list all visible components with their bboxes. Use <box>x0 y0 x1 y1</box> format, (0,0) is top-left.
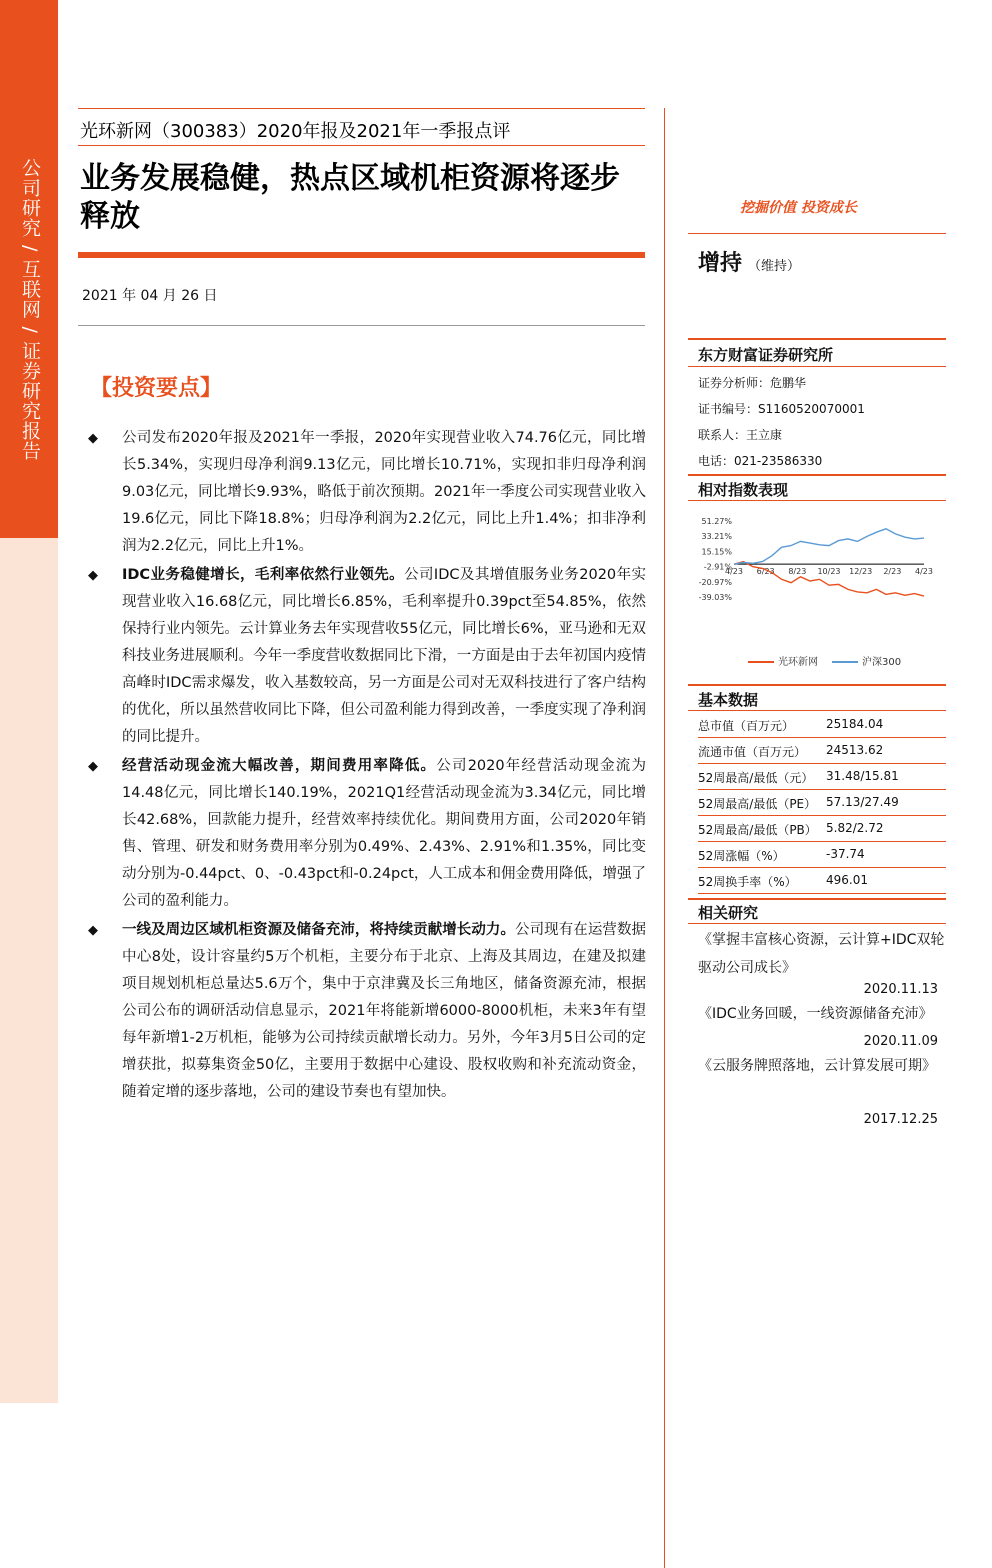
basic-row-pb-range <box>698 816 946 842</box>
title-underline-bar <box>78 252 645 258</box>
sidebar-label: 公司研究 / 互联网 / 证券研究报告 <box>19 158 41 461</box>
basic-value: -37.74 <box>826 847 865 861</box>
x-tick-label: 12/23 <box>849 567 873 577</box>
bullet-text: 公司IDC及其增值服务业务2020年实现营业收入16.68亿元，同比增长6.85%，毛利率提升0.39pct至54.85%，依然保持行业内领先。云计算业务去年实现营收55亿元，同比增长6%，亚马逊和无双科技业务进展顺利。今年一季度营收数据同比下滑，一方面是由于去年初国内疫情高峰时IDC需求爆发，收入基数较高，另一方面是公司对无双科技进行了客户结构的优化，所以虽然营收同比下降，但公司盈利能力得到改善，一季度实现了净利润的同比提升。 <box>122 567 646 745</box>
basic-rule <box>688 684 946 686</box>
institute-rule <box>688 338 946 340</box>
basic-key: 52周最高/最低（PB） <box>698 823 817 837</box>
legend-label: 沪深300 <box>862 657 902 668</box>
related-under-rule <box>688 923 946 924</box>
bullet-item <box>86 562 646 751</box>
bullet-lead: 经营活动现金流大幅改善，期间费用率降低。 <box>122 758 437 774</box>
section-title: 【投资要点】 <box>90 376 223 401</box>
legend-series-1 <box>748 653 818 668</box>
y-tick-label: -39.03% <box>698 593 732 602</box>
related-report-date: 2020.11.13 <box>863 982 938 997</box>
perf-under-rule <box>688 500 946 501</box>
basic-title: 基本数据 <box>698 691 759 709</box>
relative-performance-chart <box>690 515 946 615</box>
bullet-lead: IDC业务稳健增长，毛利率依然行业领先。 <box>122 567 405 583</box>
institute-under-rule <box>688 366 946 367</box>
diamond-icon: ◆ <box>88 759 98 774</box>
related-report-date: 2020.11.09 <box>863 1034 938 1049</box>
report-subtitle: 光环新网（300383）2020年报及2021年一季报点评 <box>80 121 511 142</box>
rating <box>698 246 800 277</box>
basic-value: 57.13/27.49 <box>826 795 899 809</box>
column-divider <box>664 108 665 1568</box>
report-date: 2021 年 04 月 26 日 <box>82 288 218 304</box>
basic-row-change <box>698 842 946 868</box>
subtitle-rule <box>78 145 645 146</box>
x-tick-label: 8/23 <box>788 567 807 577</box>
basic-key: 总市值（百万元） <box>698 719 795 733</box>
analyst: 证券分析师：危鹏华 <box>698 376 807 390</box>
contact-person: 联系人：王立康 <box>698 428 783 442</box>
y-tick-label: -20.97% <box>698 577 732 587</box>
sidebar-lower-band <box>0 538 58 1403</box>
legend-series-2 <box>832 653 901 668</box>
y-tick-label: 15.15% <box>701 547 732 557</box>
bullet-item <box>86 425 646 560</box>
header-top-rule <box>78 108 645 109</box>
y-tick-label: -2.91% <box>703 562 732 572</box>
x-tick-label: 6/23 <box>756 567 775 577</box>
basic-value: 25184.04 <box>826 717 884 731</box>
perf-title: 相对指数表现 <box>698 481 789 499</box>
date-rule <box>78 325 645 326</box>
bullet-item <box>86 917 646 1106</box>
basic-row-turnover <box>698 868 946 894</box>
basic-row-market-cap <box>698 712 946 738</box>
perf-rule <box>688 474 946 476</box>
basic-value: 31.48/15.81 <box>826 769 899 783</box>
bullet-text: 公司现有在运营数据中心8处，设计容量约5万个机柜，主要分布于北京、上海及其周边，在建及拟建项目规划机柜总量达5.6万个，集中于京津冀及长三角地区，储备资源充沛，根据公司公布的调研活动信息显示，2021年将能新增6000-8000机柜，未来3年有望每年新增1-2万机柜，能够为公司持续贡献增长动力。另外，今年3月5日公司的定增获批，拟募集资金50亿，主要用于数据中心建设、股权收购和补充流动资金，随着定增的逐步落地，公司的建设节奏也有望加快。 <box>122 922 647 1100</box>
cert-number: 证书编号：S1160520070001 <box>698 402 865 416</box>
rating-top-rule <box>688 233 946 234</box>
basic-row-price-range <box>698 764 946 790</box>
x-tick-label: 10/23 <box>817 567 841 577</box>
diamond-icon: ◆ <box>88 923 98 938</box>
legend-swatch <box>748 661 774 663</box>
rating-note: （维持） <box>748 259 801 274</box>
basic-under-rule <box>688 710 946 711</box>
x-tick-label: 2/23 <box>883 567 902 577</box>
y-tick-label: 51.27% <box>701 517 732 526</box>
basic-row-float-cap <box>698 738 946 764</box>
series-line <box>734 529 924 564</box>
basic-key: 52周最高/最低（元） <box>698 771 814 785</box>
x-tick-label: 4/23 <box>915 567 933 577</box>
bullet-text: 公司发布2020年报及2021年一季报，2020年实现营业收入74.76亿元，同比增长5.34%，实现归母净利润9.13亿元，同比增长10.71%，实现扣非归母净利润9.03亿元，同比增长9.93%，略低于前次预期。2021年一季度公司实现营业收入19.6亿元，同比下降18.8%；归母净利润为2.2亿元，同比上升1.4%；扣非净利润为2.2亿元，同比上升1%。 <box>122 430 646 554</box>
basic-key: 流通市值（百万元） <box>698 745 807 759</box>
related-report-title: 《云服务牌照落地，云计算发展可期》 <box>698 1058 936 1074</box>
related-title: 相关研究 <box>698 904 759 922</box>
basic-key: 52周换手率（%） <box>698 875 797 889</box>
legend-label: 光环新网 <box>778 657 818 668</box>
rating-value: 增持 <box>698 251 743 276</box>
basic-value: 5.82/2.72 <box>826 821 884 835</box>
related-report-title: 《掌握丰富核心资源，云计算+IDC双轮驱动公司成长》 <box>698 932 945 976</box>
report-title: 业务发展稳健，热点区域机柜资源将逐步释放 <box>80 161 620 234</box>
phone: 电话：021-23586330 <box>698 454 823 468</box>
basic-value: 496.01 <box>826 873 868 887</box>
bullet-item <box>86 753 646 915</box>
bullet-text: 公司2020年经营活动现金流为14.48亿元，同比增长140.19%，2021Q1经营活动现金流为3.34亿元，同比增长42.68%，回款能力提升，经营效率持续优化。期间费用方面，公司2020年销售、管理、研发和财务费用率分别为0.49%、2.43%、2.91%和1.35%，同比变动分别为-0.44pct、0、-0.43pct和-0.24pct，人工成本和佣金费用降低，增强了公司的盈利能力。 <box>122 758 647 909</box>
y-tick-label: 33.21% <box>701 532 732 542</box>
slogan: 挖掘价值 投资成长 <box>740 200 857 216</box>
legend-swatch <box>832 661 858 663</box>
basic-key: 52周最高/最低（PE） <box>698 797 817 811</box>
x-tick-label: 4/23 <box>725 567 743 577</box>
related-report-title: 《IDC业务回暖，一线资源储备充沛》 <box>698 1006 933 1022</box>
bullet-lead: 一线及周边区域机柜资源及储备充沛，将持续贡献增长动力。 <box>122 922 516 938</box>
related-report-date: 2017.12.25 <box>863 1112 938 1127</box>
basic-key: 52周涨幅（%） <box>698 849 785 863</box>
diamond-icon: ◆ <box>88 431 98 446</box>
related-rule <box>688 898 946 900</box>
basic-value: 24513.62 <box>826 743 884 757</box>
basic-row-pe-range <box>698 790 946 816</box>
bullet-list <box>86 425 646 1108</box>
diamond-icon: ◆ <box>88 568 98 583</box>
row-divider <box>698 893 946 894</box>
institute-name: 东方财富证券研究所 <box>698 346 834 364</box>
